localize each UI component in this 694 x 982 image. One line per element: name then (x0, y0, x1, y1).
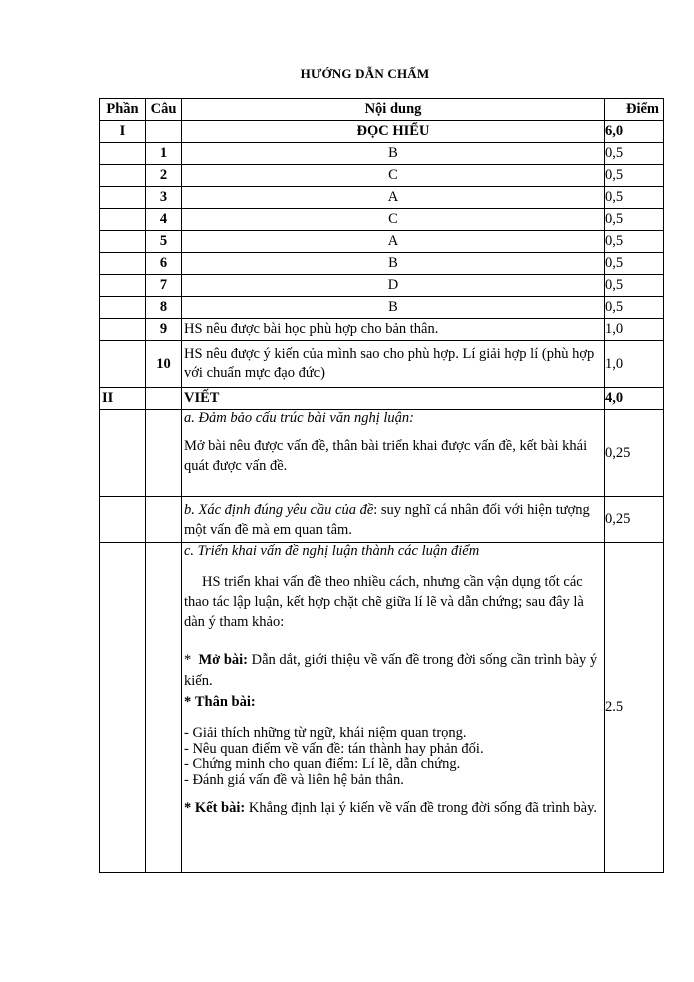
criterion-c-intro: HS triển khai vấn đề theo nhiều cách, nhưng cần vận dụng tốt các thao tác lập luận, kết hợp chặt chẽ giữa lí lẽ và dẫn chứng; sau đây là dàn ý tham khảo: (184, 574, 584, 630)
cau-number: 1 (146, 143, 182, 165)
q9-text: HS nêu được bài học phù hợp cho bản thân. (182, 319, 605, 341)
answer: C (182, 165, 605, 187)
list-item: - Giải thích những từ ngữ, khái niệm quan trọng. (184, 725, 467, 741)
section-1-title: ĐỌC HIỂU (182, 121, 605, 143)
section-1-phan: I (100, 121, 146, 143)
criterion-b-heading: b. Xác định đúng yêu cầu của đề (184, 501, 374, 518)
table-row (100, 319, 664, 341)
cau-number: 4 (146, 209, 182, 231)
table-row (100, 143, 664, 165)
table-row (100, 231, 664, 253)
ket-bai-label: Kết bài: (194, 800, 246, 816)
table-row (100, 275, 664, 297)
criterion-b-diem: 0,25 (605, 497, 664, 543)
criterion-a-heading: a. Đảm bảo cấu trúc bài văn nghị luận: (184, 410, 414, 426)
diem: 0,5 (605, 253, 664, 275)
list-item: - Chứng minh cho quan điểm: Lí lẽ, dẫn chứng. (184, 756, 461, 772)
page-title: HƯỚNG DẪN CHẤM (300, 66, 430, 81)
q10-text: HS nêu được ý kiến của mình sao cho phù hợp. Lí giải hợp lí (phù hợp với chuẩn mực đạo đức) (182, 341, 605, 388)
answer: B (182, 143, 605, 165)
cau-number: 9 (146, 319, 182, 341)
diem: 0,5 (605, 231, 664, 253)
criterion-a-diem: 0,25 (605, 410, 664, 497)
diem: 0,5 (605, 187, 664, 209)
table-row (100, 165, 664, 187)
cau-number: 5 (146, 231, 182, 253)
diem: 1,0 (605, 319, 664, 341)
header-cau: Câu (146, 99, 182, 121)
section-1-diem: 6,0 (605, 121, 664, 143)
criterion-b-text: : suy nghĩ cá nhân đối với hiện tượng một vấn đề mà em quan tâm. (184, 501, 590, 538)
answer: A (182, 231, 605, 253)
table-row (100, 497, 664, 543)
table-row (100, 341, 664, 388)
section-2-title: VIẾT (182, 388, 605, 410)
than-bai-list (184, 726, 602, 788)
ket-bai-text: Khẳng định lại ý kiến về vấn đề trong đời sống đã trình bày. (245, 800, 598, 816)
section-2-diem: 4,0 (605, 388, 664, 410)
mo-bai-label: Mở bài: (198, 652, 249, 668)
header-noidung: Nội dung (182, 99, 605, 121)
answer: B (182, 297, 605, 319)
cau-number: 10 (146, 341, 182, 388)
cau-number: 6 (146, 253, 182, 275)
table-row (100, 187, 664, 209)
answer: A (182, 187, 605, 209)
table-row (100, 297, 664, 319)
cau-number: 7 (146, 275, 182, 297)
section-2-phan: II (100, 388, 146, 410)
diem: 1,0 (605, 341, 664, 388)
diem: 0,5 (605, 165, 664, 187)
answer: D (182, 275, 605, 297)
diem: 0,5 (605, 209, 664, 231)
table-row: c. Triển khai vấn đề nghị luận thành các luận điểm HS triển khai vấn đề theo nhiều cách, nhưng cần vận dụng tốt các thao tác lập luận, kết hợp chặt chẽ giữa lí lẽ và dẫn chứng; sau đây là dàn ý tham khảo: * Mở bài: Dẫn dắt, giới thiệu về vấn đề trong đời sống cần trình bày ý kiến. * Thân bài: - Giải thích những từ ngữ, khái niệm quan trọng. - Nêu quan điểm về vấn đề: tán thành hay phản đối. - Chứng minh cho quan điểm: Lí lẽ, dẫn chứng. - Đánh giá vấn đề và liên hệ bản thân. * Kết bài: Khẳng định lại ý kiến về vấn đề trong đời sống đã trình bày. 2.5 (100, 543, 664, 873)
grading-table (99, 98, 664, 873)
than-bai-label: Thân bài: (194, 694, 256, 710)
table-row (100, 253, 664, 275)
diem: 0,5 (605, 297, 664, 319)
mo-bai-text: Dẫn dắt, giới thiệu về vấn đề trong đời sống cần trình bày ý kiến. (184, 652, 598, 689)
list-item: - Đánh giá vấn đề và liên hệ bản thân. (184, 771, 404, 788)
table-row (100, 209, 664, 231)
criterion-c-diem: 2.5 (605, 543, 664, 873)
header-phan: Phần (100, 99, 146, 121)
criterion-c-heading: c. Triển khai vấn đề nghị luận thành các luận điểm (184, 543, 480, 559)
cau-number: 8 (146, 297, 182, 319)
cau-number: 2 (146, 165, 182, 187)
diem: 0,5 (605, 275, 664, 297)
criterion-a-text: Mở bài nêu được vấn đề, thân bài triển khai được vấn đề, kết bài khái quát được vấn đề. (184, 438, 588, 474)
list-item: - Nêu quan điểm về vấn đề: tán thành hay phản đối. (184, 740, 484, 757)
cau-number: 3 (146, 187, 182, 209)
table-row (100, 410, 664, 497)
answer: B (182, 253, 605, 275)
header-diem: Điểm (605, 99, 664, 121)
diem: 0,5 (605, 143, 664, 165)
answer: C (182, 209, 605, 231)
